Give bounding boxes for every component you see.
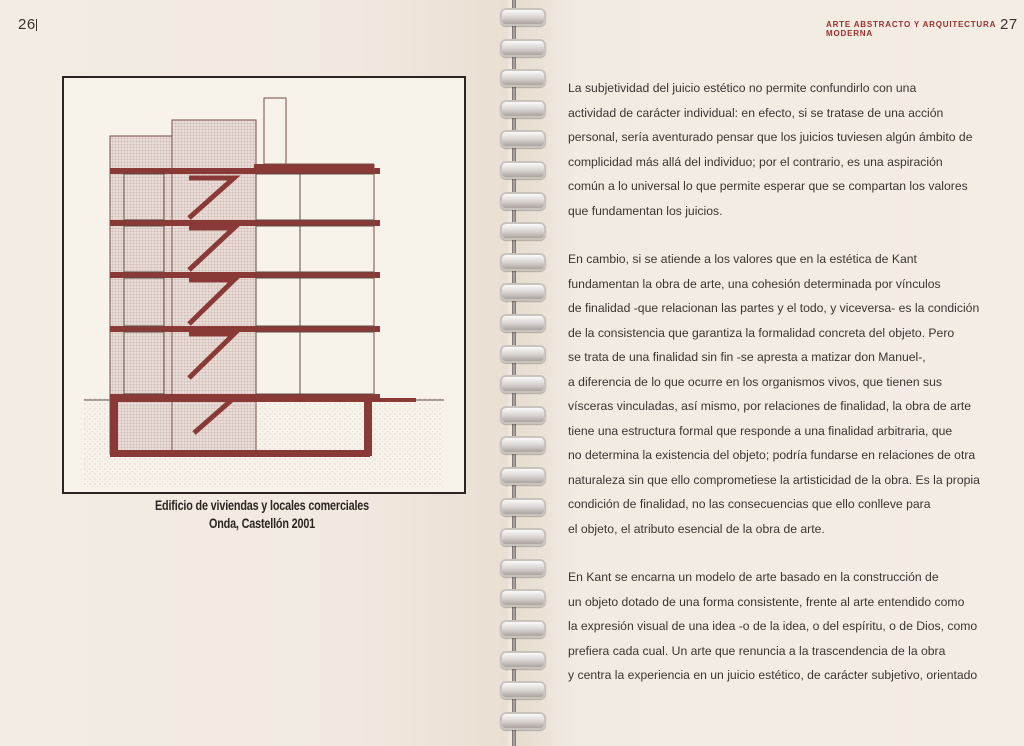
spiral-ring (500, 69, 546, 87)
text-line: se trata de una finalidad sin fin -se apresta a matizar don Manuel-, (568, 350, 926, 364)
text-line: de la consistencia que garantiza la formalidad concreta del objeto. Pero (568, 325, 955, 340)
running-header: ARTE ABSTRACTO Y ARQUITECTURA MODERNA (826, 20, 996, 38)
text-line: común a lo universal lo que permite esperar que se compartan los valores (568, 179, 968, 193)
text-line: En cambio, si se atiende a los valores que en la estética de Kant (568, 252, 917, 266)
text-line: prefiera cada cual. Un arte que renuncia a la trascendencia de la obra (568, 643, 946, 658)
spiral-ring (500, 130, 546, 148)
text-line: fundamentan la obra de arte, una cohesión determinada por vínculos (568, 276, 941, 291)
text-line: complicidad más allá del individuo; por el contrario, es una aspiración (568, 154, 943, 169)
figure-caption-title: Edificio de viviendas y locales comerciales (154, 498, 370, 513)
spiral-ring (500, 498, 546, 516)
building-section-drawing-icon (64, 78, 464, 492)
spiral-ring (500, 345, 546, 363)
body-text (568, 76, 988, 688)
text-line: que fundamentan los juicios. (568, 203, 723, 218)
page-number-divider (36, 19, 37, 31)
spiral-ring (500, 406, 546, 424)
spiral-ring (500, 8, 546, 26)
spiral-ring (500, 314, 546, 332)
spiral-ring (500, 712, 546, 730)
text-line: un objeto dotado de una forma consistente, frente al arte entendido como (568, 594, 965, 609)
spiral-ring (500, 528, 546, 546)
spiral-ring (500, 192, 546, 210)
text-line: la expresión visual de una idea -o de la idea, o del espíritu, o de Dios, como (568, 619, 978, 633)
spiral-ring (500, 161, 546, 179)
paragraph-2 (568, 247, 988, 541)
spiral-ring (500, 39, 546, 57)
spiral-ring (500, 620, 546, 638)
text-line: de finalidad -que relacionan las partes y el todo, y viceversa- es la condición (568, 301, 980, 315)
spiral-ring (500, 222, 546, 240)
page-number-right: 27 (1000, 16, 1018, 33)
text-line: actividad de carácter individual: en efecto, si se tratase de una acción (568, 105, 944, 120)
text-line: vísceras vinculadas, así mismo, por relaciones de finalidad, la obra de arte (568, 399, 972, 413)
spiral-ring (500, 283, 546, 301)
paragraph-1 (568, 76, 988, 223)
spiral-ring (500, 559, 546, 577)
text-line: a diferencia de lo que ocurre en los organismos vivos, que tienen sus (568, 374, 942, 389)
spiral-ring (500, 467, 546, 485)
spiral-ring (500, 100, 546, 118)
text-line: no determina la existencia del objeto; podría fundarse en relaciones de otra (568, 448, 976, 462)
text-line: La subjetividad del juicio estético no permite confundirlo con una (568, 81, 917, 95)
spiral-binding (496, 0, 548, 746)
spiral-ring (500, 436, 546, 454)
spiral-ring (500, 253, 546, 271)
spiral-ring (500, 589, 546, 607)
figure-frame (62, 76, 466, 494)
text-line: En Kant se encarna un modelo de arte basado en la construcción de (568, 570, 939, 584)
spiral-ring (500, 681, 546, 699)
text-line: el objeto, el atributo esencial de la obra de arte. (568, 521, 825, 536)
figure-caption-location: Onda, Castellón 2001 (208, 516, 316, 531)
text-line: tiene una estructura formal que responde a una finalidad arbitraria, que (568, 423, 953, 438)
spiral-ring (500, 375, 546, 393)
text-line: condición de finalidad, no las consecuencias que ello conlleve para (568, 497, 931, 511)
text-line: naturaleza sin que ello comprometiese la artisticidad de la obra. Es la propia (568, 472, 980, 487)
page-number-left: 26 (18, 16, 36, 33)
text-line: y centra la experiencia en un juicio estético, de carácter subjetivo, orientado (568, 668, 978, 682)
paragraph-3 (568, 565, 988, 688)
spiral-ring (500, 651, 546, 669)
text-line: personal, sería aventurado pensar que los juicios tuviesen algún ámbito de (568, 130, 973, 144)
